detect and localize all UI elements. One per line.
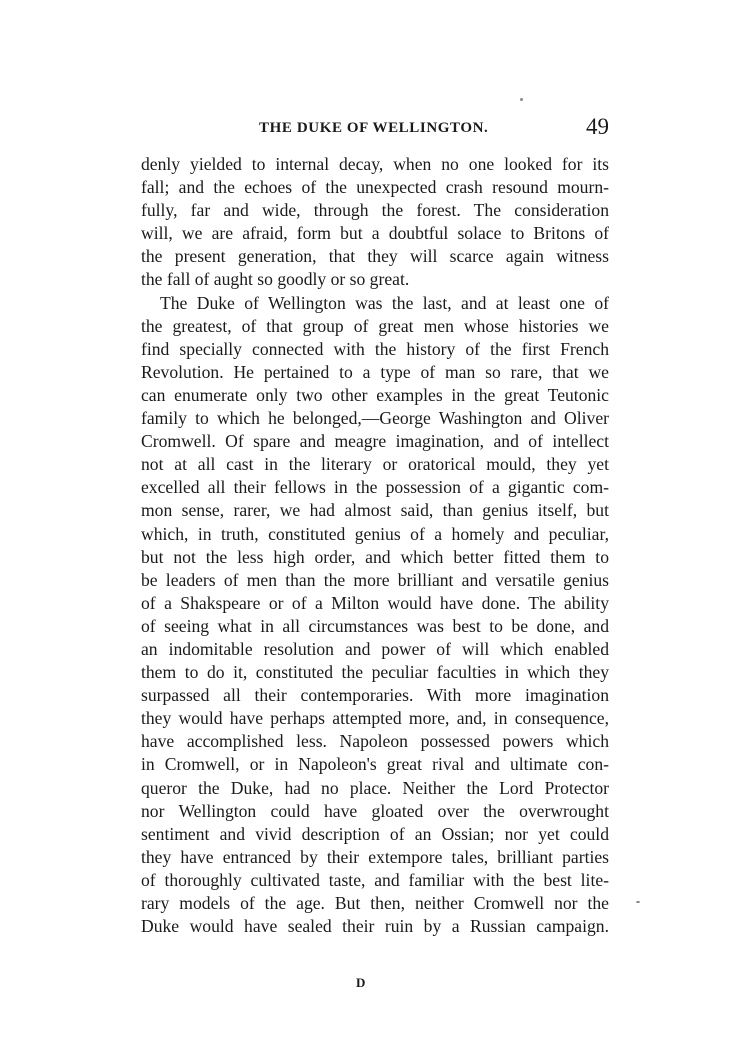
text-line: Duke would have sealed their ruin by a Russian campaign. xyxy=(141,916,609,937)
text-line: mon sense, rarer, we had almost said, than genius itself, but xyxy=(141,500,609,521)
text-line: rary models of the age. But then, neither Cromwell nor the xyxy=(141,893,609,913)
text-line: fall; and the echoes of the unexpected crash resound mourn- xyxy=(141,177,609,198)
text-line: find specially connected with the history of the first French xyxy=(141,338,609,359)
text-line: queror the Duke, had no place. Neither the Lord Protector xyxy=(141,777,609,798)
text-line: of a Shakspeare or of a Milton would have done. The ability xyxy=(141,592,609,613)
text-line: they would have perhaps attempted more, and, in consequence, xyxy=(141,708,609,729)
scan-speck xyxy=(636,901,640,903)
signature-mark: D xyxy=(356,975,367,990)
text-line: the greatest, of that group of great men whose histories we xyxy=(141,315,609,336)
text-line: surpassed all their contemporaries. With more imagination xyxy=(141,685,609,706)
text-line: not at all cast in the literary or oratorical mould, they yet xyxy=(141,454,609,475)
text-line: fully, far and wide, through the forest. The consideration xyxy=(141,200,609,221)
text-line: have accomplished less. Napoleon possessed powers which xyxy=(141,731,609,752)
text-line: of thoroughly cultivated taste, and familiar with the best lite- xyxy=(141,869,609,890)
text-line: them to do it, constituted the peculiar faculties in which they xyxy=(141,662,609,683)
text-line: in Cromwell, or in Napoleon's great rival and ultimate con- xyxy=(141,754,609,775)
page-number: 49 xyxy=(586,114,609,139)
running-title: THE DUKE OF WELLINGTON. xyxy=(259,120,489,136)
running-head xyxy=(141,116,609,146)
text-line: Revolution. He pertained to a type of man so rare, that we xyxy=(141,361,609,382)
text-line: of seeing what in all circumstances was best to be done, and xyxy=(141,615,609,636)
text-line: which, in truth, constituted genius of a homely and peculiar, xyxy=(141,523,609,544)
scan-speck xyxy=(520,98,523,101)
text-line: be leaders of men than the more brilliant and versatile genius xyxy=(141,569,609,590)
text-line: an indomitable resolution and power of will which enabled xyxy=(141,638,609,659)
text-line: excelled all their fellows in the possession of a gigantic com- xyxy=(141,477,609,498)
text-line: Cromwell. Of spare and meagre imagination, and of intellect xyxy=(141,431,609,452)
text-line: The Duke of Wellington was the last, and at least one of xyxy=(160,292,609,313)
text-line: sentiment and vivid description of an Ossian; nor yet could xyxy=(141,823,609,844)
text-line: nor Wellington could have gloated over the overwrought xyxy=(141,800,609,821)
text-line: will, we are afraid, form but a doubtful solace to Britons of xyxy=(141,223,609,244)
text-line: the present generation, that they will scarce again witness xyxy=(141,246,609,267)
text-line: denly yielded to internal decay, when no one looked for its xyxy=(141,154,609,174)
text-line: can enumerate only two other examples in the great Teutonic xyxy=(141,384,609,405)
body-text xyxy=(141,153,609,938)
text-line: they have entranced by their extempore tales, brilliant parties xyxy=(141,846,609,867)
text-line: the fall of aught so goodly or so great. xyxy=(141,269,410,290)
text-line: but not the less high order, and which better fitted them to xyxy=(141,546,609,567)
text-line: family to which he belonged,—George Washington and Oliver xyxy=(141,408,609,429)
